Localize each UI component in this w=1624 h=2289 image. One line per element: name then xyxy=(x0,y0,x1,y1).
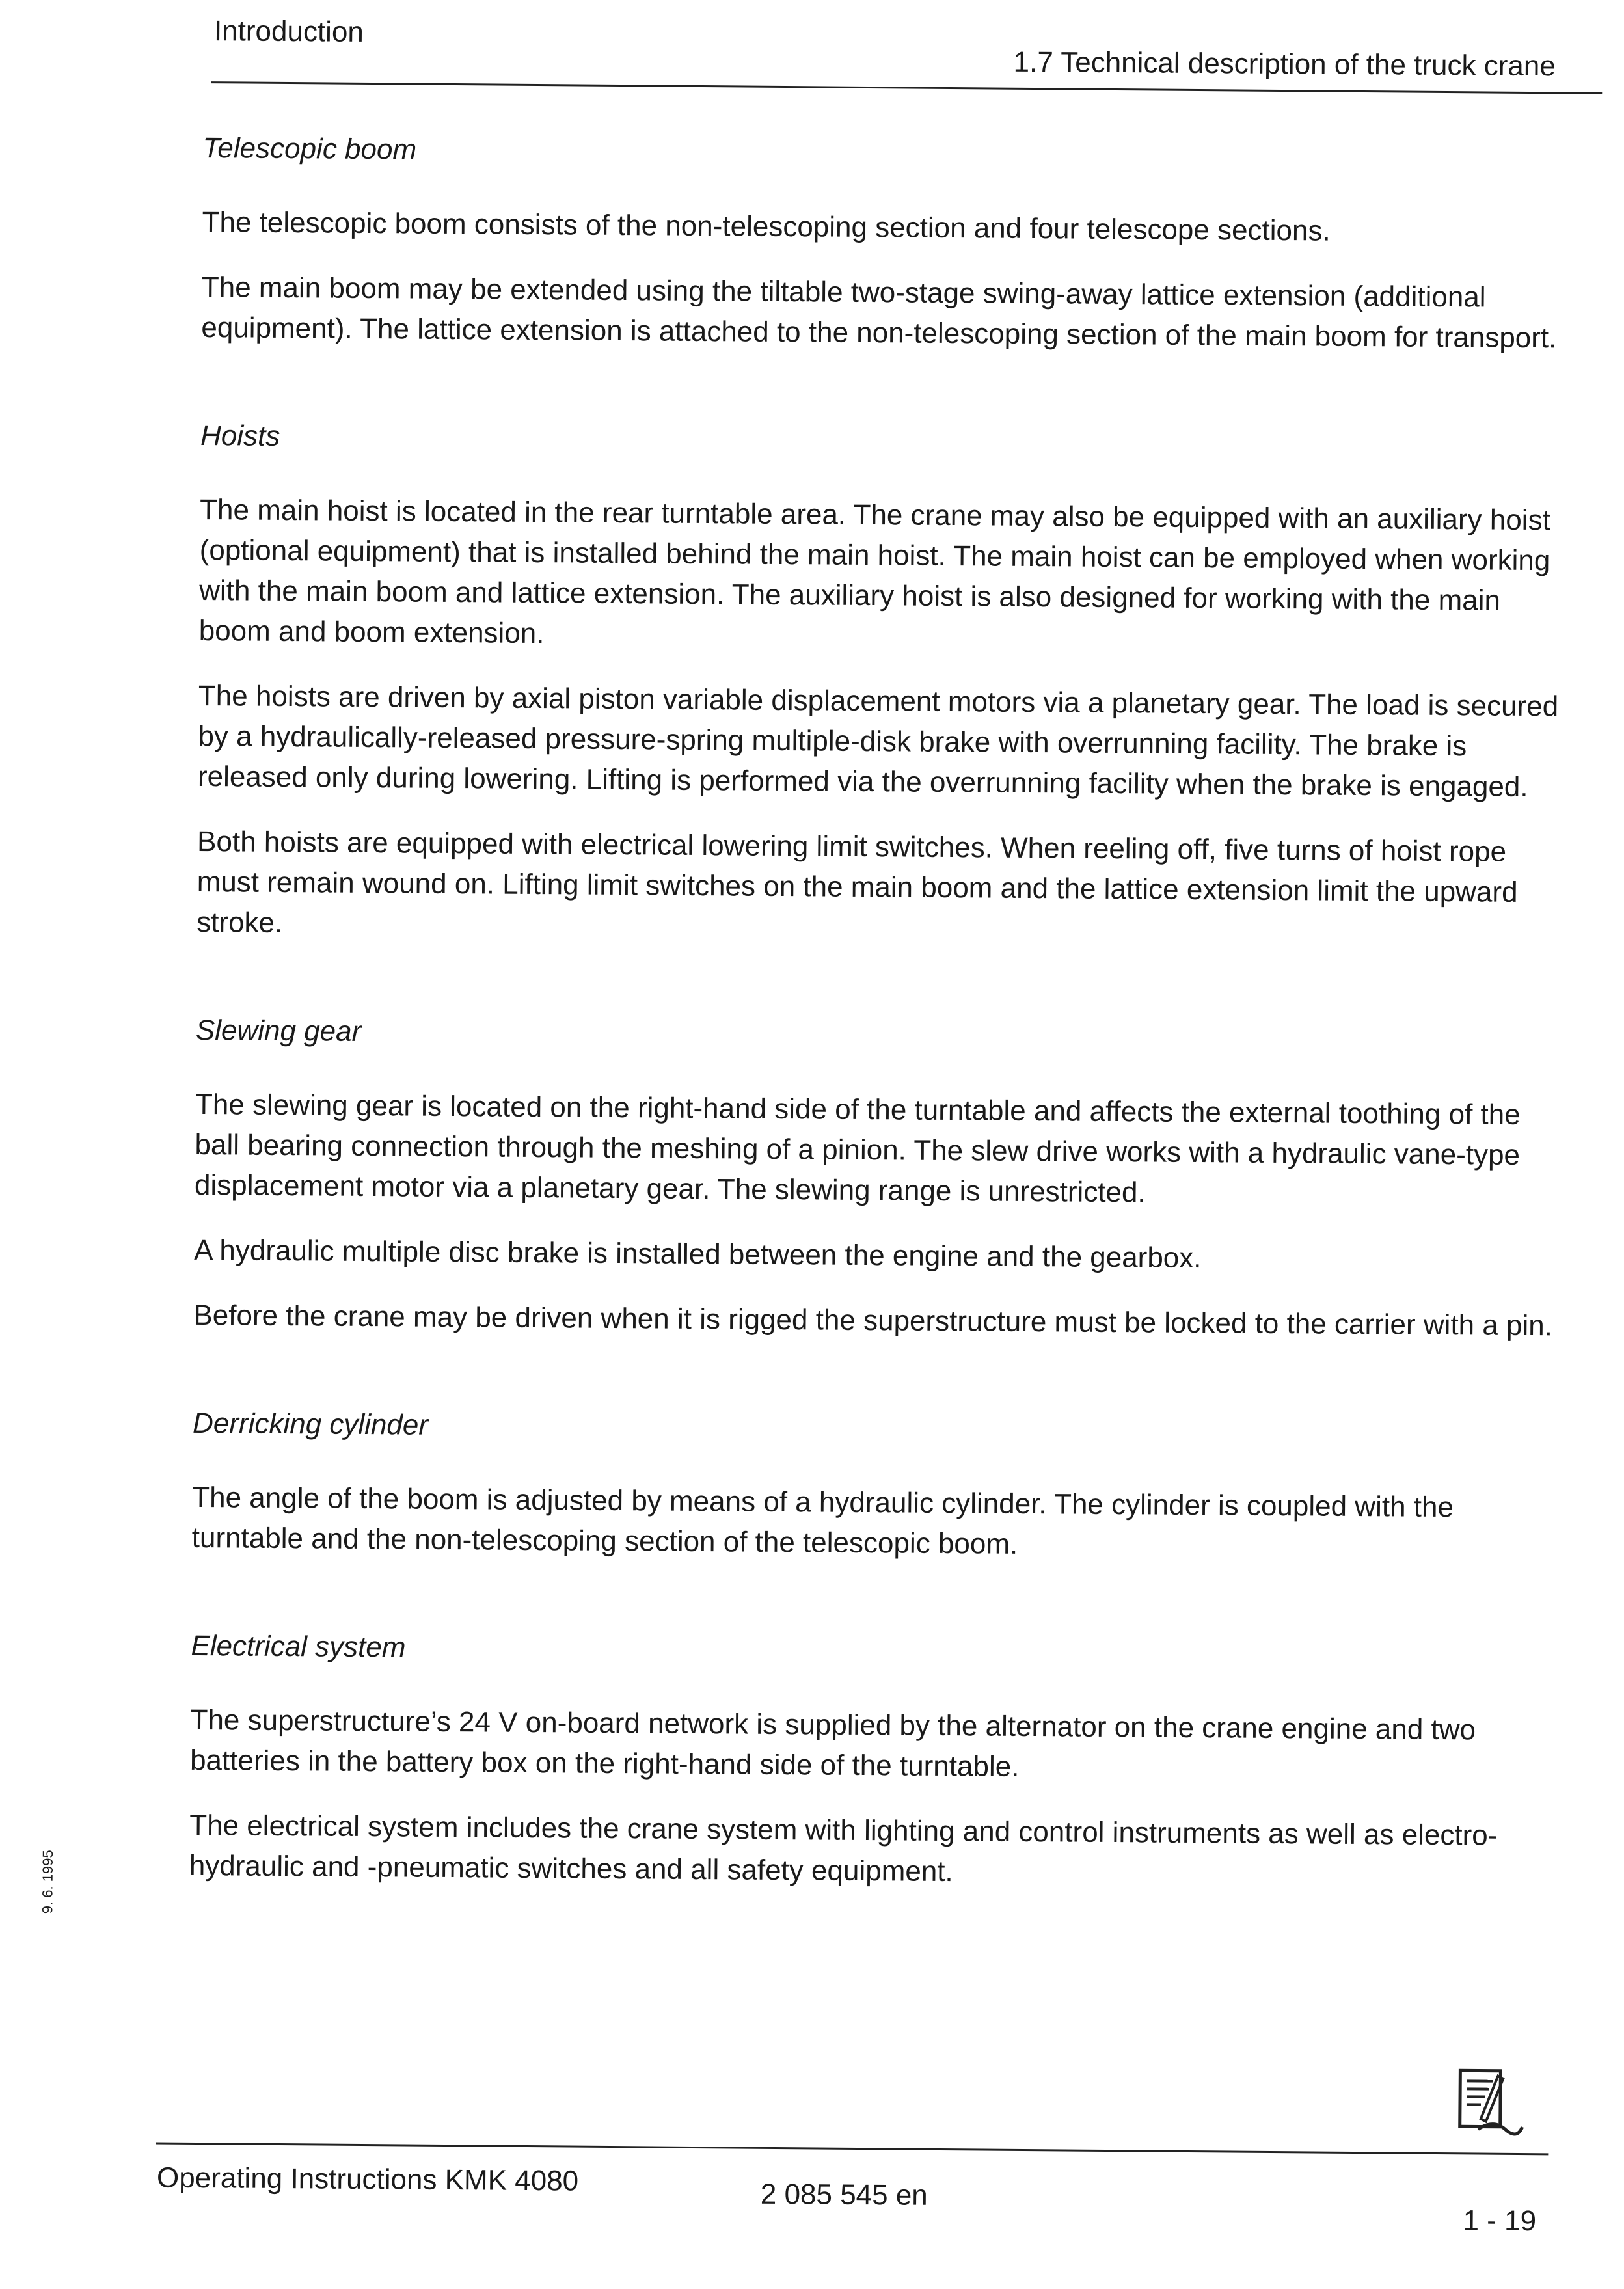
paragraph: The slewing gear is located on the right-hand side of the turntable and affects the external toothing of the ball bearing connection through the meshing of a pinion. The slew drive works with a hydraulic vane-type displacement motor via a planetary gear. The slewing range is unrestricted. xyxy=(195,1085,1568,1217)
paragraph: The electrical system includes the crane system with lighting and control instruments as well as electro-hydraulic and -pneumatic switches and all safety equipment. xyxy=(189,1806,1563,1897)
paragraph: The main hoist is located in the rear turntable area. The crane may also be equipped with an auxiliary hoist (optional equipment) that is installed behind the main hoist. The main hoist can be employed when working with the main boom and lattice extension. The auxiliary hoist is also designed for working with the main boom and boom extension. xyxy=(198,490,1573,662)
paragraph: The superstructure’s 24 V on-board network is supplied by the alternator on the crane engine and two batteries in the battery box on the right-hand side of the turntable. xyxy=(190,1700,1563,1792)
section-telescopic-boom xyxy=(201,132,1576,359)
section-title: Hoists xyxy=(200,420,1573,463)
section-title: Derricking cylinder xyxy=(193,1407,1565,1451)
paragraph: The telescopic boom consists of the non-telescoping section and four telescope sections. xyxy=(202,202,1575,254)
section-title: Telescopic boom xyxy=(202,132,1575,176)
footer-manual-title: Operating Instructions KMK 4080 xyxy=(157,2162,578,2198)
section-slewing-gear xyxy=(193,1014,1569,1347)
paragraph: The angle of the boom is adjusted by means of a hydraulic cylinder. The cylinder is coupled with the turntable and the non-telescoping section of the telescopic boom. xyxy=(192,1478,1565,1569)
header-rule xyxy=(211,81,1602,94)
section-derricking-cylinder xyxy=(192,1407,1566,1569)
paragraph: The main boom may be extended using the tiltable two-stage swing-away lattice extension (additional equipment). The lattice extension is attached to the non-telescoping section of the main boom for transport. xyxy=(201,267,1575,359)
header-chapter: Introduction xyxy=(214,15,364,49)
paragraph: Both hoists are equipped with electrical lowering limit switches. When reeling off, five turns of hoist rope must remain wound on. Lifting limit switches on the main boom and the lattice extension limit the upward stroke. xyxy=(196,822,1570,954)
paragraph: Before the crane may be driven when it is rigged the superstructure must be locked to the carrier with a pin. xyxy=(193,1295,1566,1347)
footer-document-number: 2 085 545 en xyxy=(761,2178,928,2212)
header-section-title: 1.7 Technical description of the truck crane xyxy=(1013,46,1556,83)
section-title: Slewing gear xyxy=(196,1014,1569,1058)
note-pad-icon xyxy=(1455,2066,1527,2139)
body-content xyxy=(189,132,1576,1968)
side-date: 9. 6. 1995 xyxy=(39,1850,57,1914)
section-title: Electrical system xyxy=(191,1630,1563,1673)
footer-rule xyxy=(156,2143,1548,2156)
section-electrical-system xyxy=(189,1630,1564,1897)
section-hoists xyxy=(196,420,1573,954)
paragraph: A hydraulic multiple disc brake is installed between the engine and the gearbox. xyxy=(194,1230,1567,1282)
paragraph: The hoists are driven by axial piston variable displacement motors via a planetary gear. The load is secured by a hydraulically-released pressure-spring multiple-disk brake with overrunning facility. The brake is released only during lowering. Lifting is performed via the overrunning facility when the brake is engaged. xyxy=(198,676,1571,808)
footer-page-number: 1 - 19 xyxy=(1463,2204,1536,2238)
